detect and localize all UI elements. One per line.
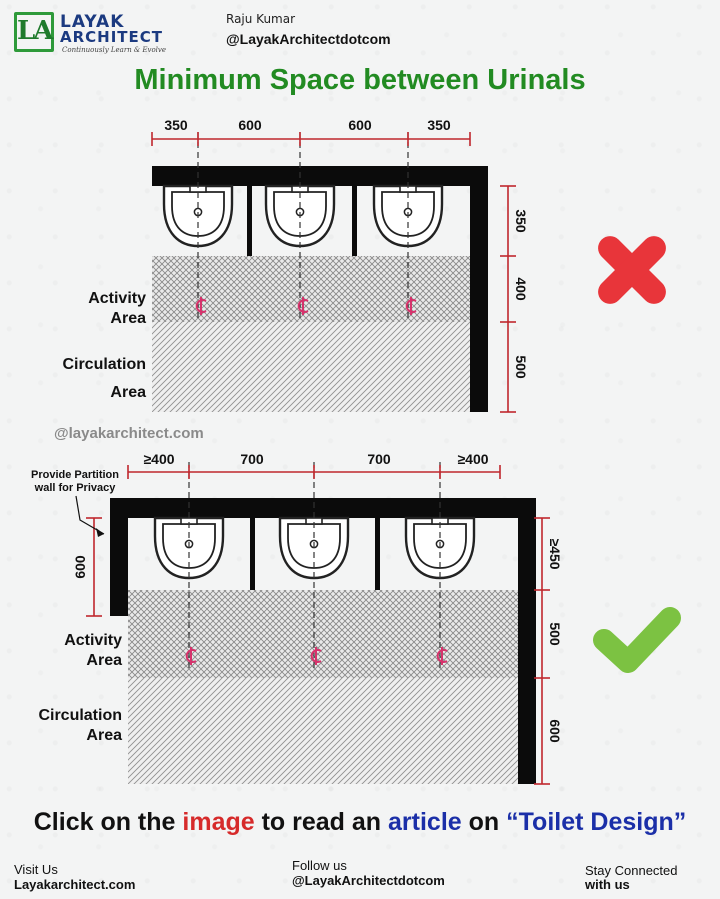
cta-part1: Click on the <box>33 808 183 836</box>
logo-tagline: Continuously Learn & Evolve <box>62 46 166 54</box>
bottom-horizontal-dimension-line <box>128 465 500 479</box>
bottom-circulation-hatch <box>128 678 518 784</box>
top-activity-label-1: Activity <box>88 290 146 307</box>
bottom-dim-h-2: 700 <box>240 451 264 467</box>
cta-topic: “Toilet Design” <box>506 808 687 836</box>
watermark-text: @layakarchitect.com <box>54 425 204 442</box>
cta-image-word: image <box>182 808 255 836</box>
top-circulation-hatch <box>152 322 470 412</box>
author-handle: @LayakArchitectdotcom <box>226 31 391 47</box>
red-cross-icon <box>571 209 693 331</box>
top-dim-h-4: 350 <box>427 117 451 133</box>
logo-name-line1: LAYAK <box>60 12 125 32</box>
top-activity-label-2: Area <box>110 310 146 327</box>
top-dim-v-2: 400 <box>513 277 529 301</box>
partition-note-leader <box>76 496 104 534</box>
top-dim-h-3: 600 <box>348 117 372 133</box>
footer-with-us: with us <box>585 877 630 892</box>
bottom-diagram <box>31 451 670 784</box>
footer-social-handle[interactable]: @LayakArchitectdotcom <box>292 873 445 888</box>
bottom-dim-v-1: ≥450 <box>547 538 563 570</box>
footer-visit-label: Visit Us <box>14 862 58 877</box>
footer-stay-connected: Stay Connected <box>585 863 678 878</box>
top-horizontal-dimension-line <box>152 132 470 146</box>
bottom-dim-h-3: 700 <box>367 451 391 467</box>
bottom-partition-dim: 600 <box>72 555 88 579</box>
top-dim-v-1: 350 <box>513 209 529 233</box>
bottom-circulation-label-2: Area <box>86 727 122 744</box>
logo-monogram: LA <box>17 16 52 46</box>
bottom-dim-h-4: ≥400 <box>457 451 489 467</box>
top-partition <box>352 186 357 256</box>
bottom-circulation-label-1: Circulation <box>38 707 122 724</box>
page-title: Minimum Space between Urinals <box>134 64 586 96</box>
bottom-partition <box>250 518 255 590</box>
bottom-privacy-partition-wall <box>110 498 128 616</box>
bottom-back-wall <box>110 498 536 518</box>
footer-follow-label: Follow us <box>292 858 347 873</box>
top-partition <box>247 186 252 256</box>
top-diagram <box>62 117 692 412</box>
bottom-activity-label-1: Activity <box>64 632 122 649</box>
top-dim-v-3: 500 <box>513 355 529 379</box>
bottom-partition <box>375 518 380 590</box>
top-circulation-label-1: Circulation <box>62 356 146 373</box>
cta-part5: on <box>461 808 507 836</box>
partition-note-line2: wall for Privacy <box>34 482 116 494</box>
bottom-dim-h-1: ≥400 <box>143 451 175 467</box>
logo-name-line2: ARCHITECT <box>60 28 164 46</box>
green-check-icon <box>604 618 670 662</box>
cta-part3: to read an <box>254 808 389 836</box>
top-dim-h-2: 600 <box>238 117 262 133</box>
bottom-side-wall <box>518 498 536 784</box>
footer-website-link[interactable]: Layakarchitect.com <box>14 877 136 892</box>
top-side-wall <box>470 166 488 412</box>
cta-article-word: article <box>388 808 462 836</box>
bottom-dim-v-2: 500 <box>547 622 563 646</box>
bottom-dim-v-3: 600 <box>547 719 563 743</box>
article-link[interactable] <box>0 808 720 837</box>
top-dim-h-1: 350 <box>164 117 188 133</box>
partition-note-line1: Provide Partition <box>30 469 120 481</box>
top-circulation-label-2: Area <box>110 384 146 401</box>
top-back-wall <box>152 166 488 186</box>
bottom-activity-label-2: Area <box>86 652 122 669</box>
author-name: Raju Kumar <box>226 12 296 26</box>
